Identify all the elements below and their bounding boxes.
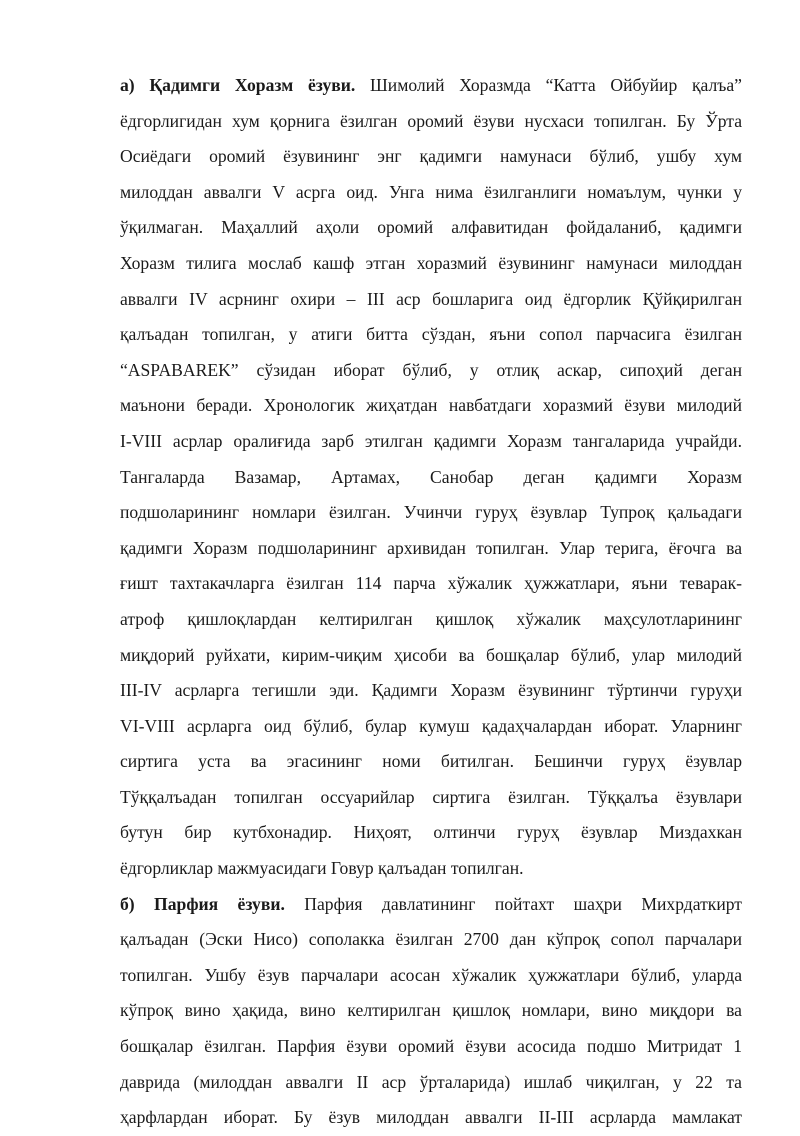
text-line: “ASPABAREK” сўзидан иборат бўлиб, у отлиқ аскар, сипоҳий деган — [120, 359, 742, 380]
paragraph-khorezm-script — [120, 68, 742, 887]
text-line: ўқилмаган. Маҳаллий аҳоли оромий алфавитидан фойдаланиб, қадимги — [120, 217, 742, 238]
text-line: VI-VIII асрларга оид бўлиб, булар кумуш қадаҳчалардан иборат. Уларнинг — [120, 715, 742, 736]
paragraph-parthian-script — [120, 887, 742, 1136]
text-line: бошқалар ёзилган. Парфия ёзуви оромий ёзуви асосида подшо Митридат 1 — [120, 1036, 742, 1057]
text-line: подшоларининг номлари ёзилган. Учинчи гуруҳ ёзувлар Тупроқ қальадаги — [120, 502, 742, 523]
text-line: а) Қадимги Хоразм ёзуви. Шимолий Хоразмда “Катта Ойбуйир қалъа” — [120, 75, 742, 95]
section-heading-khorezm: а) Қадимги Хоразм ёзуви. — [120, 75, 356, 95]
text-line: қалъадан (Эски Нисо) сополакка ёзилган 2700 дан кўпроқ сопол парчалари — [120, 929, 742, 950]
text-line: атроф қишлоқлардан келтирилган қишлоқ хўжалик маҳсулотларининг — [120, 608, 742, 629]
text-line: б) Парфия ёзуви. Парфия давлатининг пойтахт шаҳри Михрдаткирт — [120, 893, 742, 914]
text-line: аввалги IV асрнинг охири – III аср бошларига оид ёдгорлик Қўйқирилган — [120, 288, 742, 309]
text-line: ғишт тахтакачларга ёзилган 114 парча хўжалик ҳужжатлари, яъни теварак- — [120, 573, 742, 594]
text-line: бутун бир кутбхонадир. Ниҳоят, олтинчи гуруҳ ёзувлар Миздахкан — [120, 822, 742, 843]
text-line: маънони беради. Хронологик жиҳатдан навбатдаги хоразмий ёзуви милодий — [120, 395, 742, 416]
text-line: Хоразм тилига мослаб кашф этган хоразмий ёзувининг намунаси милоддан — [120, 252, 742, 273]
text-line: сиртига уста ва эгасининг номи битилган. Бешинчи гуруҳ ёзувлар — [120, 751, 742, 772]
text-line: I-VIII асрлар оралиғида зарб этилган қадимги Хоразм тангаларида учрайди. — [120, 430, 742, 451]
text-line: қалъадан топилган, у атиги битта сўздан, яъни сопол парчасига ёзилган — [120, 324, 742, 345]
text-line: қадимги Хоразм подшоларининг архивидан топилган. Улар терига, ёғочга ва — [120, 537, 742, 558]
text-line: миқдорий руйхати, кирим-чиқим ҳисоби ва бошқалар бўлиб, улар милодий — [120, 644, 742, 665]
text-line: ҳарфлардан иборат. Бу ёзув милоддан аввалги II-III асрларда мамлакат — [120, 1107, 742, 1128]
text-line: кўпроқ вино ҳақида, вино келтирилган қишлоқ номлари, вино миқдори ва — [120, 1000, 742, 1021]
text-line: топилган. Ушбу ёзув парчалари асосан хўжалик ҳужжатлари бўлиб, уларда — [120, 964, 742, 985]
text-line: III-IV асрларга тегишли эди. Қадимги Хоразм ёзувининг тўртинчи гуруҳи — [120, 680, 742, 701]
text-line: Осиёдаги оромий ёзувининг энг қадимги намунаси бўлиб, ушбу хум — [120, 146, 742, 167]
text-line: Тангаларда Вазамар, Артамах, Санобар деган қадимги Хоразм — [120, 466, 742, 487]
text-line: даврида (милоддан аввалги II аср ўрталарида) ишлаб чиқилган, у 22 та — [120, 1071, 742, 1092]
text-line: ёдгорлигидан хум қорнига ёзилган оромий ёзуви нусхаси топилган. Бу Ўрта — [120, 110, 742, 131]
text-line: милоддан аввалги V асрга оид. Унга нима ёзилганлиги номаълум, чунки у — [120, 181, 742, 202]
text-line: ёдгорликлар мажмуасидаги Говур қалъадан топилган. — [120, 858, 524, 879]
section-heading-parthia: б) Парфия ёзуви. — [120, 893, 285, 914]
text-line: Тўққалъадан топилган оссуарийлар сиртига ёзилган. Тўққалъа ёзувлари — [120, 786, 742, 807]
